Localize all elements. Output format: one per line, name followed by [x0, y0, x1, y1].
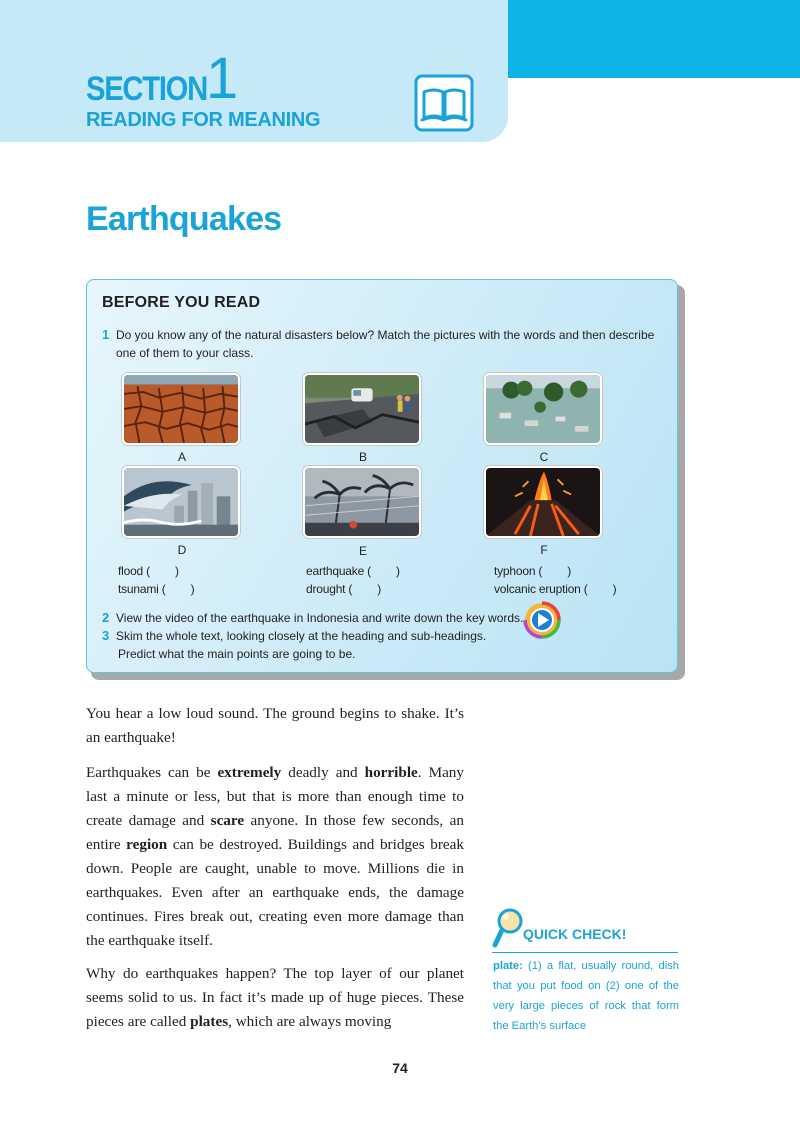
- word-flood: flood ( ): [118, 564, 179, 578]
- earthquake-cracked-road-image: [303, 373, 421, 445]
- volcanic-eruption-image: [484, 466, 602, 538]
- tsunami-wave-image: [122, 466, 240, 538]
- question-3-number: 3: [102, 628, 110, 643]
- picture-label-f: F: [540, 543, 548, 557]
- paragraph-2: Earthquakes can be extremely deadly and horrible. Many last a minute or less, but that is more than enough time to create damage and scare anyone. In those few seconds, an entire region can be destroyed. Buildings and bridges break down. People are caught, unable to move. Millions die in earthquakes. Even after an earthquake ends, the damage continues. Fires break out, creating even more damage than the earthquake itself.: [86, 764, 464, 949]
- picture-label-b: B: [358, 450, 367, 464]
- play-video-icon[interactable]: [523, 601, 561, 639]
- question-3-text-line-2: Predict what the main points are going to be.: [118, 647, 356, 661]
- question-2-text: View the video of the earthquake in Indonesia and write down the key words.: [116, 611, 524, 625]
- vocab-region: region: [126, 836, 168, 853]
- quick-check-term: plate:: [493, 960, 523, 972]
- picture-label-a: A: [177, 450, 186, 464]
- question-1-text: Do you know any of the natural disasters below? Match the pictures with the words and then describe one of them to your class.: [116, 328, 655, 360]
- paragraph-1: You hear a low loud sound. The ground begins to shake. It’s an earthquake!: [86, 705, 464, 746]
- before-you-read-title: BEFORE YOU READ: [102, 294, 261, 311]
- header-corner-block: [508, 0, 800, 78]
- quick-check-title: QUICK CHECK!: [523, 926, 627, 942]
- flood-image: [484, 373, 602, 445]
- picture-label-e: E: [358, 544, 367, 558]
- section-number: 1: [206, 46, 239, 111]
- question-3-text-line-1: Skim the whole text, looking closely at the heading and sub-headings.: [116, 629, 487, 643]
- drought-cracked-earth-image: [122, 373, 240, 445]
- page-number: 74: [392, 1060, 408, 1076]
- word-typhoon: typhoon ( ): [494, 564, 572, 578]
- vocab-plates: plates: [190, 1013, 229, 1030]
- section-word: SECTION: [86, 70, 207, 108]
- picture-label-d: D: [177, 543, 187, 557]
- typhoon-storm-image: [303, 466, 421, 538]
- word-earthquake: earthquake ( ): [306, 564, 400, 578]
- vocab-scare: scare: [210, 812, 245, 829]
- word-volcanic-eruption: volcanic eruption ( ): [494, 582, 617, 596]
- word-tsunami: tsunami ( ): [118, 582, 195, 596]
- picture-label-c: C: [539, 450, 549, 464]
- vocab-extremely: extremely: [217, 764, 282, 781]
- section-subtitle: READING FOR MEANING: [86, 109, 321, 131]
- magnifier-icon: [492, 907, 526, 949]
- question-1-number: 1: [102, 327, 110, 342]
- vocab-horrible: horrible: [364, 764, 418, 781]
- question-2-number: 2: [102, 610, 110, 625]
- book-icon: [414, 74, 474, 132]
- quick-check-definition: plate: (1) a flat, usually round, dish that you put food on (2) one of the very large pieces of rock that form the Earth’s surface: [493, 960, 679, 1032]
- page-title: Earthquakes: [86, 200, 282, 238]
- word-drought: drought ( ): [306, 582, 382, 596]
- paragraph-3: Why do earthquakes happen? The top layer of our planet seems solid to us. In fact it’s made up of huge pieces. These pieces are called plates, which are always moving: [86, 965, 464, 1030]
- quick-check-divider: [492, 952, 678, 953]
